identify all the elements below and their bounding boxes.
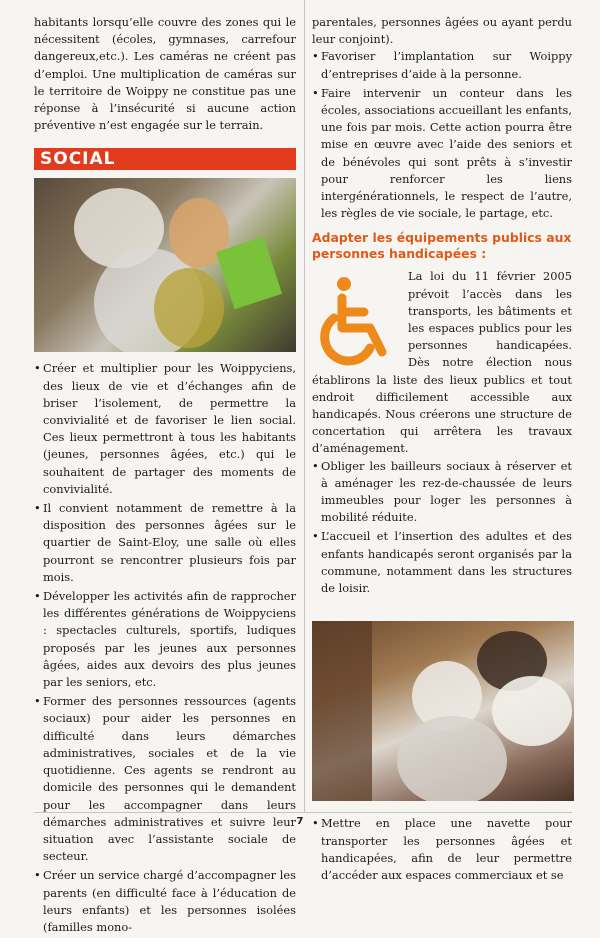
list-item: • Mettre en place une navette pour transporter les personnes âgées et handicapées, afin de leur permettre d’accéder aux espaces commerciaux et se bbox=[312, 815, 572, 884]
wheelchair-icon bbox=[312, 272, 400, 368]
left-column bbox=[34, 14, 296, 938]
footer-rule bbox=[34, 812, 572, 813]
law-paragraph: La loi du 11 février 2005 prévoit l’accès dans les transports, les bâtiments et les espaces publics pour les personnes handicapées. Dès notre élection nous établirons la liste des lieux publics et tout endroit difficilement accessible aux handicapés. Nous créerons une structure de concertation qui arrêtera les travaux d’aménagement. bbox=[312, 269, 572, 456]
photo-elderly-woman-with-child bbox=[34, 178, 296, 352]
right-bullet-list-top bbox=[312, 48, 572, 222]
list-item: • Faire intervenir un conteur dans les écoles, associations accueillant les enfants, une fois par mois. Cette action pourra être mise en œuvre avec l’aide des seniors et de bénévoles qui sont prêts à s’investir pour renforcer les liens intergénérationnels, le respect de l’autre, les règles de vie sociale, le partage, etc. bbox=[312, 85, 572, 223]
list-item: • Créer et multiplier pour les Woippyciens, des lieux de vie et d’échanges afin de briser l’isolement, de permettre la convivialité et de favoriser le lien social. Ces lieux permettront à tous les habitants (jeunes, personnes âgées, etc.) qui le souhaitent de partager des moments de convivialité. bbox=[34, 360, 296, 498]
intro-paragraph: habitants lorsqu’elle couvre des zones qui le nécessitent (écoles, gymnases, carrefour dangereux,etc.). Les caméras ne créent pas d’emploi. Une multiplication de caméras sur le territoire de Woippy ne constitue pas une réponse à l’insécurité si aucune action préventive n’est engagée sur le terrain. bbox=[34, 15, 296, 133]
list-item: • Développer les activités afin de rapprocher les différentes générations de Woippyciens : spectacles culturels, sportifs, ludiques proposés par les jeunes aux personnes âgées, aides aux devoirs des plus jeunes par les seniors, etc. bbox=[34, 588, 296, 691]
right-column bbox=[312, 14, 572, 886]
column-divider bbox=[304, 0, 305, 812]
list-item: • L’accueil et l’insertion des adultes et des enfants handicapés seront organisés par la commune, notamment dans les structures de loisir. bbox=[312, 528, 572, 597]
list-item: • Il convient notamment de remettre à la disposition des personnes âgées sur le quartier de Saint-Eloy, une salle où elles pourront se rencontrer plusieurs fois par mois. bbox=[34, 500, 296, 586]
list-item: • Former des personnes ressources (agents sociaux) pour aider les personnes en difficulté dans leurs démarches administratives, sociales et de la vie quotidienne. Ces agents se rendront au domicile des personnes qui le demandent pour les accompagner dans leurs démarches administratives et suivre leur situation avec l’assistante sociale de secteur. bbox=[34, 693, 296, 865]
list-item: • Favoriser l’implantation sur Woippy d’entreprises d’aide à la personne. bbox=[312, 48, 572, 82]
right-bullet-list-mid bbox=[312, 458, 572, 598]
continuation-paragraph: parentales, personnes âgées ou ayant perdu leur conjoint). bbox=[312, 15, 572, 47]
section-header bbox=[34, 148, 296, 170]
list-item: • Créer un service chargé d’accompagner les parents (en difficulté face à l’éducation de leurs enfants) et les personnes isolées (familles mono- bbox=[34, 867, 296, 936]
social-bullet-list bbox=[34, 360, 296, 936]
subheading-handicap: Adapter les équipements publics aux personnes handicapées : bbox=[312, 230, 572, 262]
list-item: • Obliger les bailleurs sociaux à réserver et à aménager les rez-de-chaussée de leurs immeubles pour loger les personnes à mobilité réduite. bbox=[312, 458, 572, 527]
section-title: SOCIAL bbox=[40, 149, 116, 170]
photo-caregiver-with-elderly-woman bbox=[312, 621, 574, 801]
page-number: 7 bbox=[296, 816, 304, 827]
